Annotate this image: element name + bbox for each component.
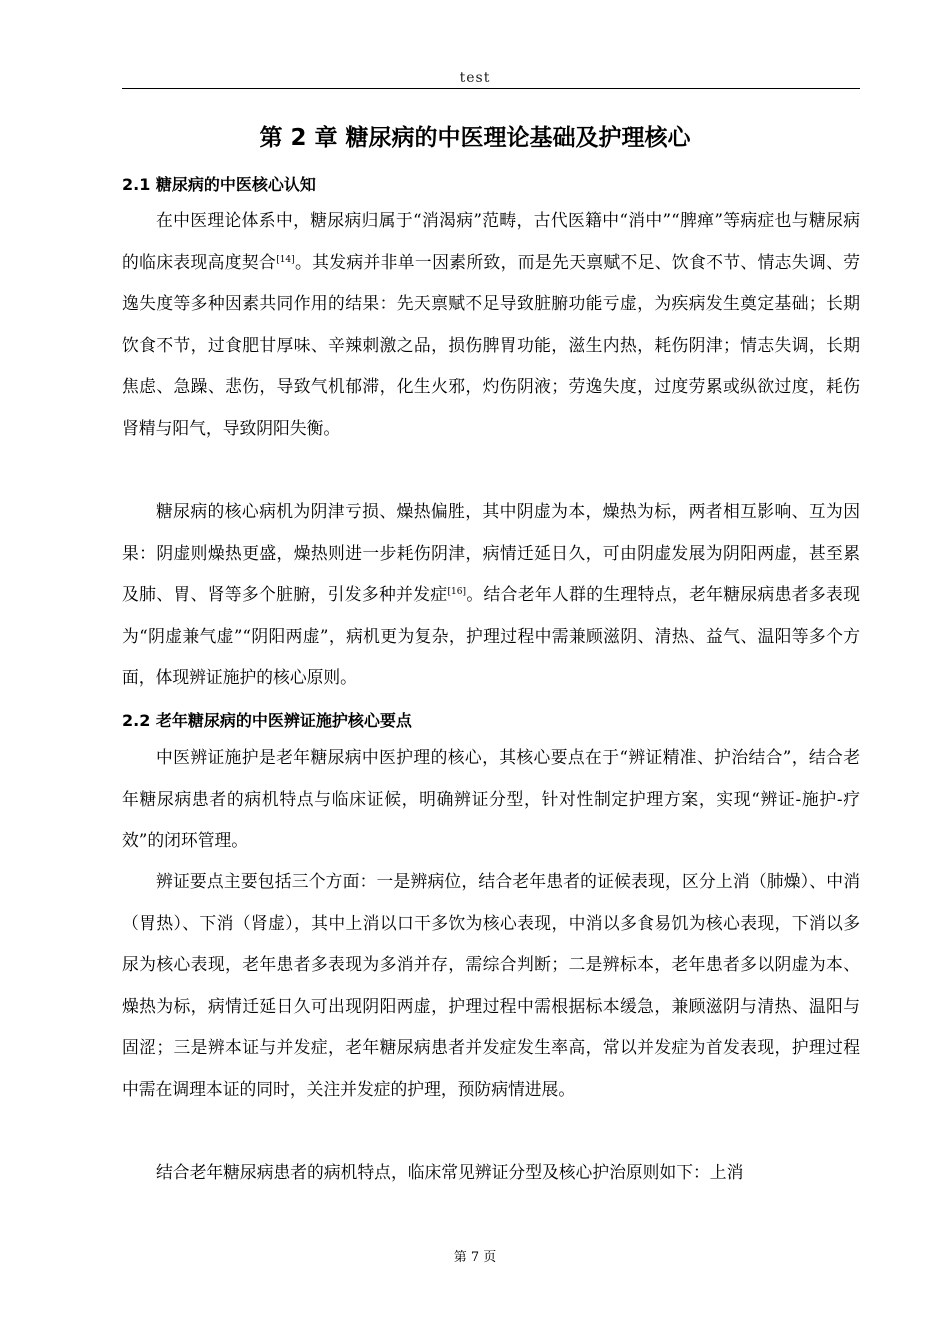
section-heading-2-2: 2.2 老年糖尿病的中医辨证施护核心要点 — [122, 711, 412, 730]
page-number: 第 7 页 — [453, 1250, 497, 1265]
paragraph-3-text: 中医辨证施护是老年糖尿病中医护理的核心，其核心要点在于“辨证精准、护治结合”，结合老年糖尿病患者的病机特点与临床证候，明确辨证分型，针对性制定护理方案，实现“辨证-施护-疗效”的闭环管理。 — [122, 747, 860, 850]
header-rule — [122, 88, 860, 89]
paragraph-3 — [122, 737, 860, 862]
paragraph-4 — [122, 861, 860, 1110]
paragraph-5-text: 结合老年糖尿病患者的病机特点，临床常见辨证分型及核心护治原则如下：上消 — [156, 1162, 744, 1182]
paragraph-2-text-a: 糖尿病的核心病机为阴津亏损、燥热偏胜，其中阴虚为本，燥热为标，两者相互影响、互为因果：阴虚则燥热更盛，燥热则进一步耗伤阴津，病情迁延日久，可由阴虚发展为阴阳两虚，甚至累及肺、胃、肾等多个脏腑，引发多种并发症 — [122, 501, 860, 604]
page-header: test — [459, 70, 491, 86]
paragraph-1 — [122, 200, 860, 449]
citation-ref: [16] — [447, 587, 466, 597]
paragraph-2-text-b: 。结合老年人群的生理特点，老年糖尿病患者多表现为“阴虚兼气虚”“阴阳两虚”，病机更为复杂，护理过程中需兼顾滋阴、清热、益气、温阳等多个方面，体现辨证施护的核心原则。 — [122, 584, 860, 687]
paragraph-2 — [122, 491, 860, 699]
citation-ref: [14] — [276, 254, 295, 265]
paragraph-4-text: 辨证要点主要包括三个方面：一是辨病位，结合老年患者的证候表现，区分上消（肺燥）、中消（胃热）、下消（肾虚），其中上消以口干多饮为核心表现，中消以多食易饥为核心表现，下消以多尿为核心表现，老年患者多表现为多消并存，需综合判断；二是辨标本，老年患者多以阴虚为本、燥热为标，病情迁延日久可出现阴阳两虚，护理过程中需根据标本缓急，兼顾滋阴与清热、温阳与固涩；三是辨本证与并发症，老年糖尿病患者并发症发生率高，常以并发症为首发表现，护理过程中需在调理本证的同时，关注并发症的护理，预防病情进展。 — [122, 871, 860, 1099]
paragraph-5 — [122, 1152, 860, 1194]
paragraph-1-text-a: 在中医理论体系中，糖尿病归属于“消渴病”范畴，古代医籍中“消中”“脾瘅”等病症也与糖尿病的临床表现高度契合 — [122, 210, 860, 272]
chapter-title: 第 2 章 糖尿病的中医理论基础及护理核心 — [259, 125, 691, 151]
paragraph-1-text-b: 。其发病并非单一因素所致，而是先天禀赋不足、饮食不节、情志失调、劳逸失度等多种因素共同作用的结果：先天禀赋不足导致脏腑功能亏虚，为疾病发生奠定基础；长期饮食不节，过食肥甘厚味、辛辣刺激之品，损伤脾胃功能，滋生内热，耗伤阴津；情志失调，长期焦虑、急躁、悲伤，导致气机郁滞，化生火邪，灼伤阴液；劳逸失度，过度劳累或纵欲过度，耗伤肾精与阳气，导致阴阳失衡。 — [122, 251, 860, 438]
section-heading-2-1: 2.1 糖尿病的中医核心认知 — [122, 175, 316, 194]
